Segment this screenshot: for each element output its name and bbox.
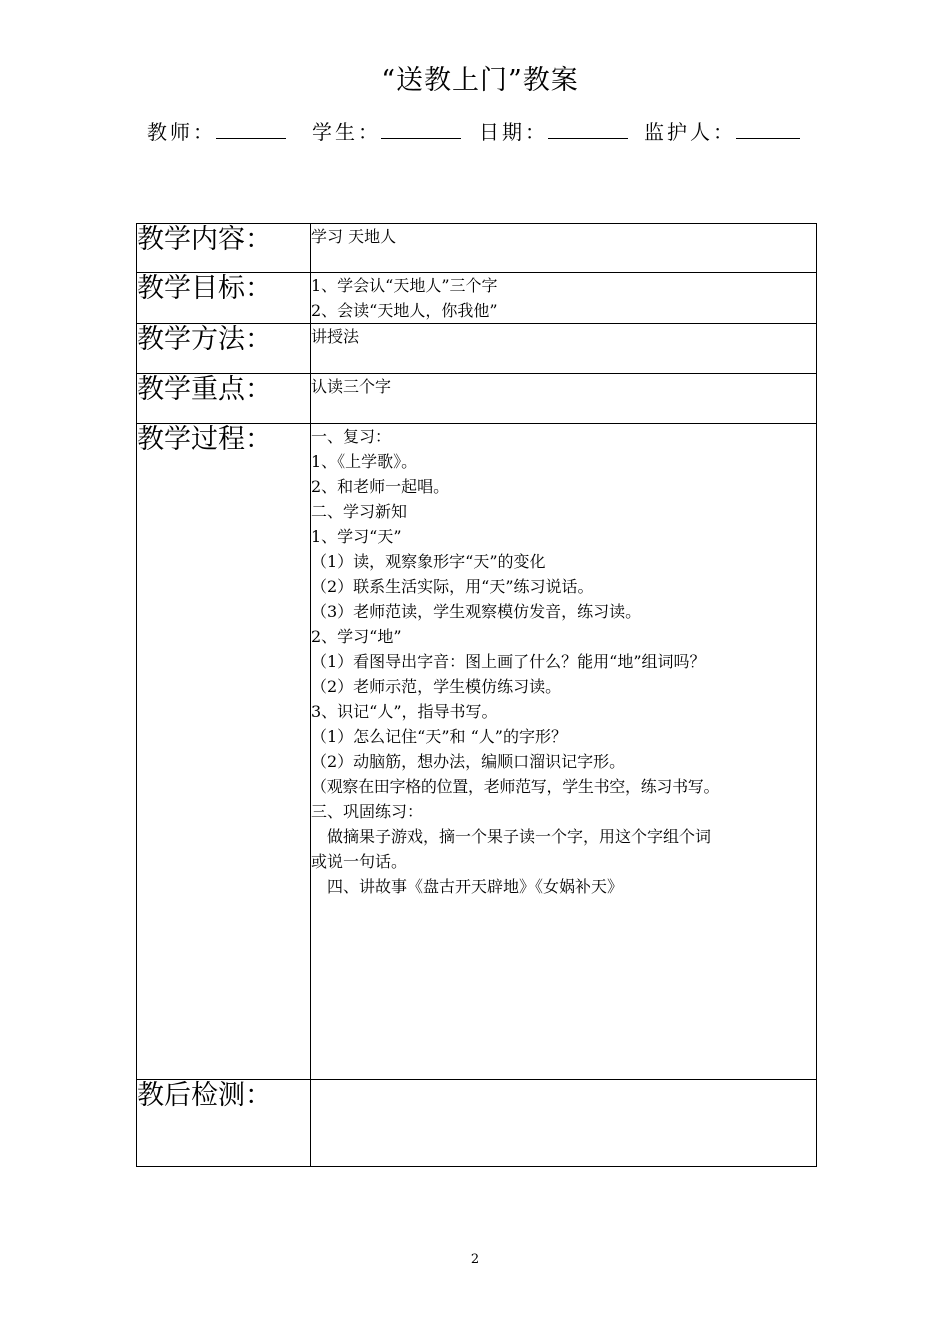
student-label: 学生：	[312, 120, 381, 144]
process-line: （1）看图导出字音：图上画了什么？能用“地”组词吗？	[311, 652, 706, 671]
student-blank	[381, 116, 461, 139]
document-title: “送教上门”教案	[381, 65, 579, 96]
guardian-blank	[736, 116, 800, 139]
process-line: 三、巩固练习：	[311, 802, 424, 821]
process-line: 一、复习：	[311, 427, 392, 446]
process-line: （2）老师示范，学生模仿练习读。	[311, 677, 562, 696]
value-goals	[311, 273, 817, 324]
label-check: 教后检测：	[137, 1080, 311, 1167]
label-process: 教学过程：	[137, 424, 311, 1080]
value-focus: 认读三个字	[311, 374, 817, 424]
process-line: 2、学习“地”	[311, 627, 402, 646]
page-number: 2	[470, 1252, 480, 1267]
value-check	[311, 1080, 817, 1167]
process-line: 2、和老师一起唱。	[311, 477, 450, 496]
process-line: （1）怎么记住“天”和 “人”的字形？	[311, 727, 567, 746]
process-line: （观察在田字格的位置，老师范写，学生书空，练习书写。	[311, 777, 720, 796]
process-line: （2）联系生活实际，用“天”练习说话。	[311, 577, 594, 596]
label-method: 教学方法：	[137, 324, 311, 374]
value-method: 讲授法	[311, 324, 817, 374]
goal-line: 2、会读“天地人，你我他”	[311, 301, 498, 320]
row-content	[137, 224, 817, 273]
process-line: 或说一句话。	[311, 852, 408, 871]
label-focus: 教学重点：	[137, 374, 311, 424]
process-line: 3、识记“人”，指导书写。	[311, 702, 498, 721]
process-line: 1、学习“天”	[311, 527, 402, 546]
header-fields	[147, 116, 800, 145]
label-goals: 教学目标：	[137, 273, 311, 324]
row-check	[137, 1080, 817, 1167]
row-process	[137, 424, 817, 1080]
guardian-label: 监护人：	[644, 120, 736, 144]
teacher-label: 教师：	[147, 120, 216, 144]
value-content: 学习 天地人	[311, 224, 817, 273]
date-blank	[548, 116, 628, 139]
process-line: 四、讲故事《盘古开天辟地》《女娲补天》	[311, 877, 624, 896]
process-line: （2）动脑筋，想办法，编顺口溜识记字形。	[311, 752, 626, 771]
label-content: 教学内容：	[137, 224, 311, 273]
row-goals	[137, 273, 817, 324]
process-line: 做摘果子游戏，摘一个果子读一个字，用这个字组个词	[311, 827, 712, 846]
row-focus	[137, 374, 817, 424]
teacher-blank	[216, 116, 286, 139]
row-method	[137, 324, 817, 374]
process-line: 二、学习新知	[311, 502, 408, 521]
lesson-plan-table	[136, 223, 817, 1167]
process-line: （1）读，观察象形字“天”的变化	[311, 552, 546, 571]
value-process	[311, 424, 817, 1080]
goal-line: 1、学会认“天地人”三个字	[311, 276, 498, 295]
date-label: 日期：	[479, 120, 548, 144]
process-line: 1、《上学歌》。	[311, 452, 418, 471]
process-line: （3）老师范读，学生观察模仿发音，练习读。	[311, 602, 642, 621]
